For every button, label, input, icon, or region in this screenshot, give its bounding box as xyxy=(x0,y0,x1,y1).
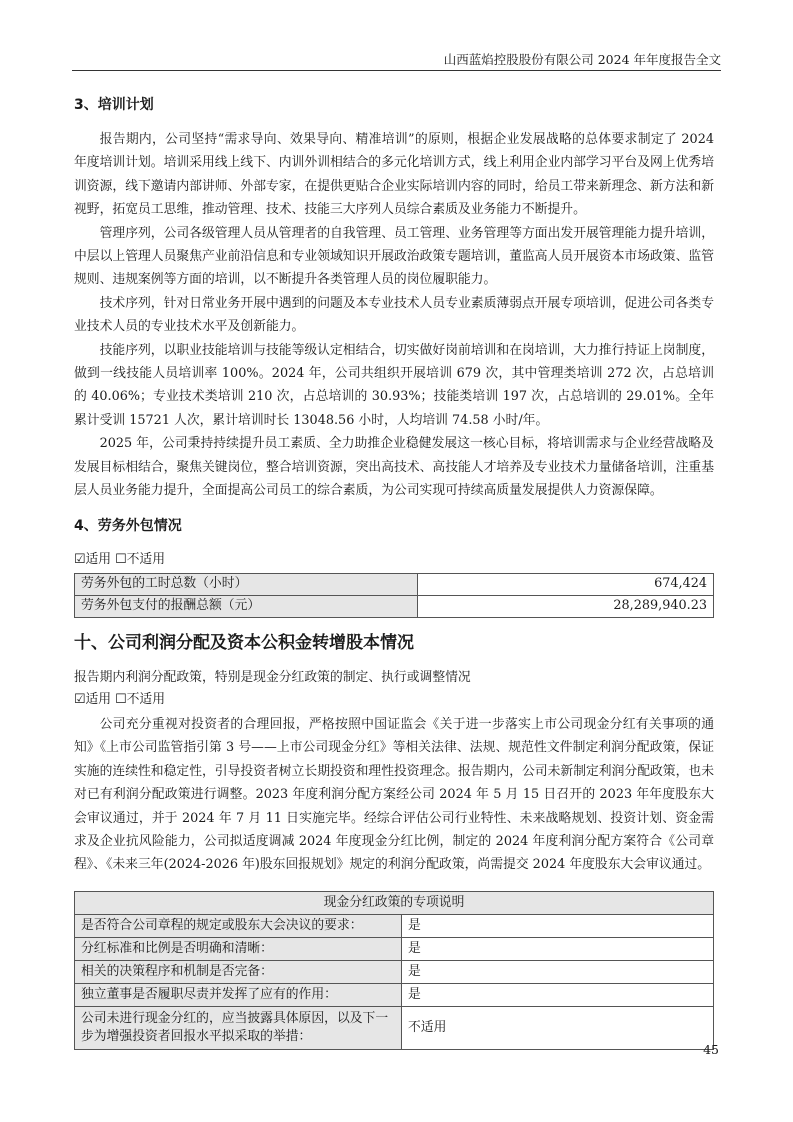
dividend-row-value: 不适用 xyxy=(402,1006,714,1049)
header-title: 山西蓝焰控股股份有限公司 2024 年年度报告全文 xyxy=(443,52,721,67)
dividend-row-label: 是否符合公司章程的规定或股东大会决议的要求： xyxy=(75,914,402,937)
outsourcing-table xyxy=(74,573,714,618)
table-row xyxy=(75,573,714,595)
dividend-row-value: 是 xyxy=(402,983,714,1006)
dividend-row-value: 是 xyxy=(402,914,714,937)
dividend-row-label: 公司未进行现金分红的，应当披露具体原因，以及下一步为增强投资者回报水平拟采取的举措： xyxy=(75,1006,402,1049)
training-paragraph-2: 管理序列，公司各级管理人员从管理者的自我管理、员工管理、业务管理等方面出发开展管理能力提升培训，中层以上管理人员聚焦产业前沿信息和专业领域知识开展政治政策专题培训，董监高人员开展资本市场政策、监管规则、违规案例等方面的培训，以不断提升各类管理人员的岗位履职能力。 xyxy=(74,225,714,288)
outsourcing-pay-value: 28,289,940.23 xyxy=(418,595,714,617)
applicability-checkbox-10: ☑适用 ☐不适用 xyxy=(74,691,165,707)
training-paragraph-5: 2025 年，公司秉持持续提升员工素质、全力助推企业稳健发展这一核心目标，将培训需求与企业经营战略及发展目标相结合，聚焦关键岗位，整合培训资源，突出高技术、高技能人才培养及专业技术力量储备培训，注重基层人员业务能力提升，全面提高公司员工的综合素质，为公司实现可持续高质量发展提供人力资源保障。 xyxy=(74,436,714,499)
dividend-row-label: 相关的决策程序和机制是否完备： xyxy=(75,960,402,983)
page-header xyxy=(72,52,721,71)
dividend-row-value: 是 xyxy=(402,960,714,983)
training-paragraph-3: 技术序列，针对日常业务开展中遇到的问题及本专业技术人员专业素质薄弱点开展专项培训，促进公司各类专业技术人员的专业技术水平及创新能力。 xyxy=(74,295,714,335)
dividend-row-label: 独立董事是否履职尽责并发挥了应有的作用： xyxy=(75,983,402,1006)
applicability-checkbox-4: ☑适用 ☐不适用 xyxy=(74,551,165,567)
outsourcing-hours-value: 674,424 xyxy=(418,573,714,595)
dividend-row-value: 是 xyxy=(402,937,714,960)
training-paragraph-4: 技能序列，以职业技能培训与技能等级认定相结合，切实做好岗前培训和在岗培训，大力推行持证上岗制度，做到一线技能人员培训率 100%。2024 年，公司共组织开展培训 679 次，其中管理类培训 272 次，占总培训的 40.06%；专业技术类培训 210 次，占总培训的 30.93%；技能类培训 197 次，占总培训的 29.01%。全年累计受训 15721 人次，累计培训时长 13048.56 小时，人均培训 74.58 小时/年。 xyxy=(74,342,714,428)
page-number: 45 xyxy=(703,1042,719,1057)
document-body xyxy=(74,94,714,1050)
outsourcing-pay-label: 劳务外包支付的报酬总额（元） xyxy=(75,595,418,617)
table-row xyxy=(75,914,714,937)
section-3-heading: 3、培训计划 xyxy=(74,97,154,113)
cash-dividend-table-caption: 现金分红政策的专项说明 xyxy=(75,891,714,914)
table-row xyxy=(75,960,714,983)
table-row xyxy=(75,891,714,914)
profit-distribution-paragraph: 公司充分重视对投资者的合理回报，严格按照中国证监会《关于进一步落实上市公司现金分红有关事项的通知》《上市公司监管指引第 3 号——上市公司现金分红》等相关法律、法规、规范性文件制定利润分配政策，保证实施的连续性和稳定性，引导投资者树立长期投资和理性投资理念。报告期内，公司未新制定利润分配政策，也未对已有利润分配政策进行调整。2023 年度利润分配方案经公司 2024 年 5 月 15 日召开的 2023 年年度股东大会审议通过，并于 2024 年 7 月 11 日实施完毕。经综合评估公司行业特性、未来战略规划、投资计划、资金需求及企业抗风险能力，公司拟适度调减 2024 年度现金分红比例，制定的 2024 年度利润分配方案符合《公司章程》、《未来三年(2024-2026 年)股东回报规划》规定的利润分配政策，尚需提交 2024 年度股东大会审议通过。 xyxy=(74,716,714,873)
table-row xyxy=(75,937,714,960)
cash-dividend-table xyxy=(74,891,714,1050)
profit-distribution-intro: 报告期内利润分配政策，特别是现金分红政策的制定、执行或调整情况 xyxy=(74,669,471,685)
dividend-row-label: 分红标准和比例是否明确和清晰： xyxy=(75,937,402,960)
table-row xyxy=(75,983,714,1006)
outsourcing-hours-label: 劳务外包的工时总数（小时） xyxy=(75,573,418,595)
table-row xyxy=(75,1006,714,1049)
section-10-heading: 十、公司利润分配及资本公积金转增股本情况 xyxy=(74,632,414,653)
table-row xyxy=(75,595,714,617)
section-4-heading: 4、劳务外包情况 xyxy=(74,517,182,534)
training-paragraph-1: 报告期内，公司坚持“需求导向、效果导向、精准培训”的原则，根据企业发展战略的总体要求制定了 2024 年度培训计划。培训采用线上线下、内训外训相结合的多元化培训方式，线上利用企业内部学习平台及网上优秀培训资源，线下邀请内部讲师、外部专家，在提供更贴合企业实际培训内容的同时，给员工带来新理念、新方法和新视野，拓宽员工思维，推动管理、技术、技能三大序列人员综合素质及业务能力不断提升。 xyxy=(74,132,714,218)
